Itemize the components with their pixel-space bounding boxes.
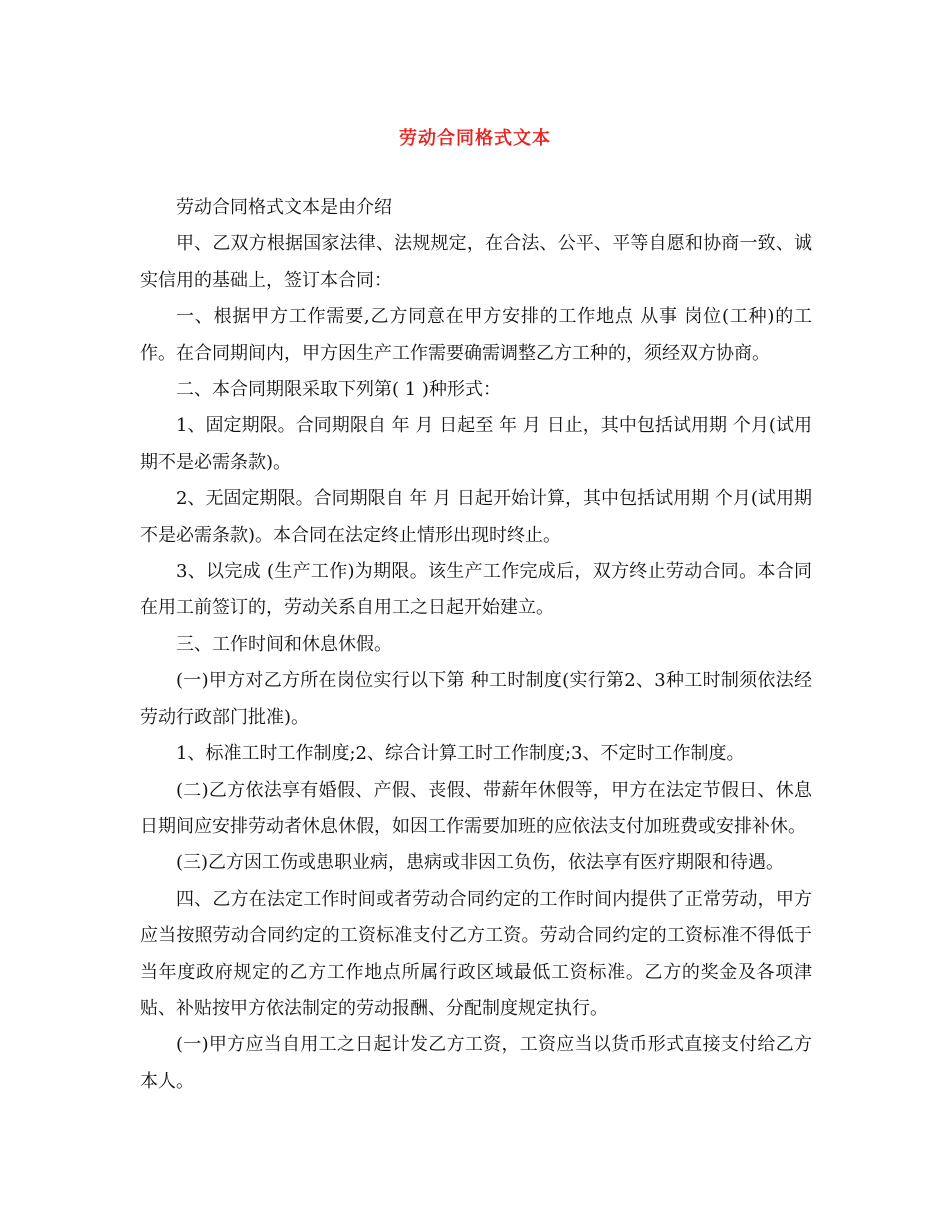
- paragraph: (一)甲方应当自用工之日起计发乙方工资，工资应当以货币形式直接支付给乙方本人。: [140, 1034, 812, 1092]
- paragraph: 1、固定期限。合同期限自 年 月 日起至 年 月 日止，其中包括试用期 个月(试用期不是必需条款)。: [140, 415, 812, 473]
- paragraph: 1、标准工时工作制度;2、综合计算工时工作制度;3、不定时工作制度。: [176, 743, 745, 765]
- paragraph: 三、工作时间和休息休假。: [176, 633, 392, 655]
- paragraph: (三)乙方因工伤或患职业病，患病或非因工负伤，依法享有医疗期限和待遇。: [176, 852, 785, 874]
- document-body: [140, 190, 812, 1100]
- paragraph: 四、乙方在法定工作时间或者劳动合同约定的工作时间内提供了正常劳动，甲方应当按照劳动合同约定的工资标准支付乙方工资。劳动合同约定的工资标准不得低于当年度政府规定的乙方工作地点所属行政区域最低工资标准。乙方的奖金及各项津贴、补贴按甲方依法制定的劳动报酬、分配制度规定执行。: [140, 888, 812, 1019]
- paragraph: 二、本合同期限采取下列第( 1 )种形式：: [176, 379, 501, 401]
- paragraph: 一、根据甲方工作需要,乙方同意在甲方安排的工作地点 从事 岗位(工种)的工作。在合同期间内，甲方因生产工作需要确需调整乙方工种的，须经双方协商。: [140, 306, 812, 364]
- document-title: 劳动合同格式文本: [399, 128, 551, 149]
- paragraph: 甲、乙双方根据国家法律、法规规定，在合法、公平、平等自愿和协商一致、诚实信用的基础上，签订本合同：: [140, 233, 812, 291]
- paragraph: (一)甲方对乙方所在岗位实行以下第 种工时制度(实行第2、3种工时制须依法经劳动行政部门批准)。: [140, 670, 812, 728]
- paragraph: 3、以完成 (生产工作)为期限。该生产工作完成后，双方终止劳动合同。本合同在用工前签订的，劳动关系自用工之日起开始建立。: [140, 561, 812, 619]
- paragraph: 劳动合同格式文本是由介绍: [176, 197, 392, 218]
- paragraph: 2、无固定期限。合同期限自 年 月 日起开始计算，其中包括试用期 个月(试用期不是必需条款)。本合同在法定终止情形出现时终止。: [140, 488, 812, 546]
- paragraph: (二)乙方依法享有婚假、产假、丧假、带薪年休假等，甲方在法定节假日、休息日期间应安排劳动者休息休假，如因工作需要加班的应依法支付加班费或安排补休。: [140, 779, 812, 837]
